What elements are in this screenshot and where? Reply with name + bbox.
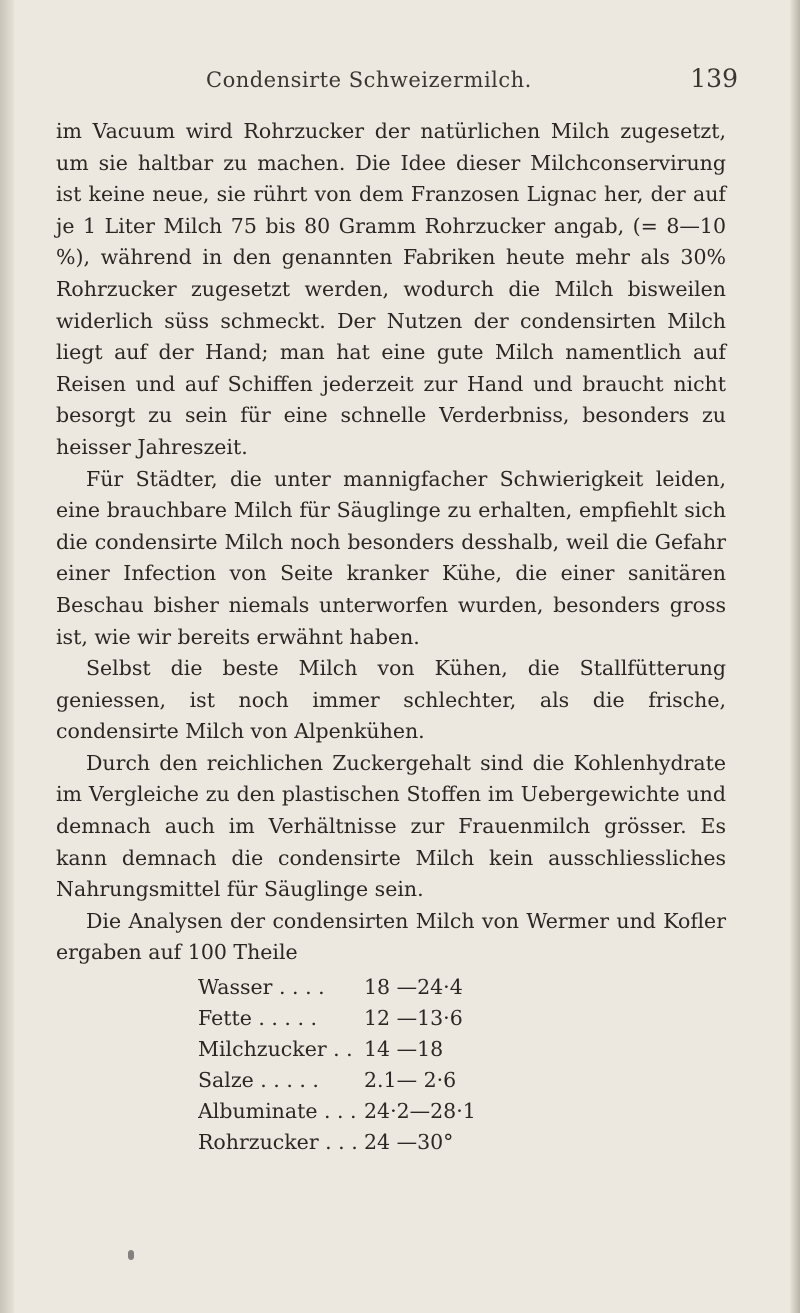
row-label: Salze . . . . . <box>198 1068 319 1092</box>
table-row <box>198 1003 618 1034</box>
page-edge-left <box>0 0 14 1313</box>
row-label: Albuminate . . . <box>198 1099 357 1123</box>
page-number: 139 <box>690 64 738 93</box>
running-head: Condensirte Schweizermilch. <box>206 68 532 92</box>
row-label: Wasser . . . . <box>198 975 325 999</box>
row-value: 24 —30° <box>364 1130 454 1154</box>
paragraph-1: im Vacuum wird Rohrzucker der natürlichen Milch zugesetzt, um sie haltbar zu machen. Die Idee dieser Milchconservirung ist keine neue, sie rührt von dem Franzosen Lignac her, der auf je 1 Liter Milch 75 bis 80 Gramm Rohrzucker angab, (= 8—10 %), während in den genannten Fabriken heute mehr als 30% Rohrzucker zugesetzt werden, wodurch die Milch bisweilen widerlich süss schmeckt. Der Nutzen der condensirten Milch liegt auf der Hand; man hat eine gute Milch namentlich auf Reisen und auf Schiffen jederzeit zur Hand und braucht nicht besorgt zu sein für eine schnelle Verderbniss, besonders zu heisser Jahreszeit. <box>56 119 726 459</box>
body-text <box>56 116 726 969</box>
paragraph-3: Selbst die beste Milch von Kühen, die Stallfütterung geniessen, ist noch immer schlechter, als die frische, condensirte Milch von Alpenkühen. <box>56 656 726 744</box>
paragraph-4: Durch den reichlichen Zuckergehalt sind die Kohlenhydrate im Vergleiche zu den plastischen Stoffen im Uebergewichte und demnach auch im Verhältnisse zur Frauenmilch grösser. Es kann demnach die condensirte Milch kein ausschliessliches Nahrungsmittel für Säuglinge sein. <box>56 750 726 902</box>
ink-speck <box>128 1250 134 1260</box>
analysis-table <box>198 972 618 1158</box>
row-value: 24·2—28·1 <box>364 1099 476 1123</box>
row-label: Rohrzucker . . . <box>198 1130 358 1154</box>
table-row <box>198 972 618 1003</box>
page-header <box>56 62 778 98</box>
row-value: 12 —13·6 <box>364 1006 463 1030</box>
table-row <box>198 1096 618 1127</box>
paragraph-2: Für Städter, die unter mannigfacher Schwierigkeit leiden, eine brauchbare Milch für Säuglinge zu erhalten, empfiehlt sich die condensirte Milch noch besonders desshalb, weil die Gefahr einer Infection von Seite kranker Kühe, die einer sanitären Beschau bisher niemals unterworfen wurden, besonders gross ist, wie wir bereits erwähnt haben. <box>56 466 726 649</box>
table-row <box>198 1127 618 1158</box>
page-edge-right <box>790 0 800 1313</box>
row-value: 14 —18 <box>364 1037 444 1061</box>
table-row <box>198 1065 618 1096</box>
row-value: 18 —24·4 <box>364 975 463 999</box>
paragraph-5: Die Analysen der condensirten Milch von Wermer und Kofler ergaben auf 100 Theile <box>56 908 726 965</box>
table-row <box>198 1034 618 1065</box>
row-label: Milchzucker . . <box>198 1037 353 1061</box>
row-value: 2.1— 2·6 <box>364 1068 457 1092</box>
row-label: Fette . . . . . <box>198 1006 318 1030</box>
